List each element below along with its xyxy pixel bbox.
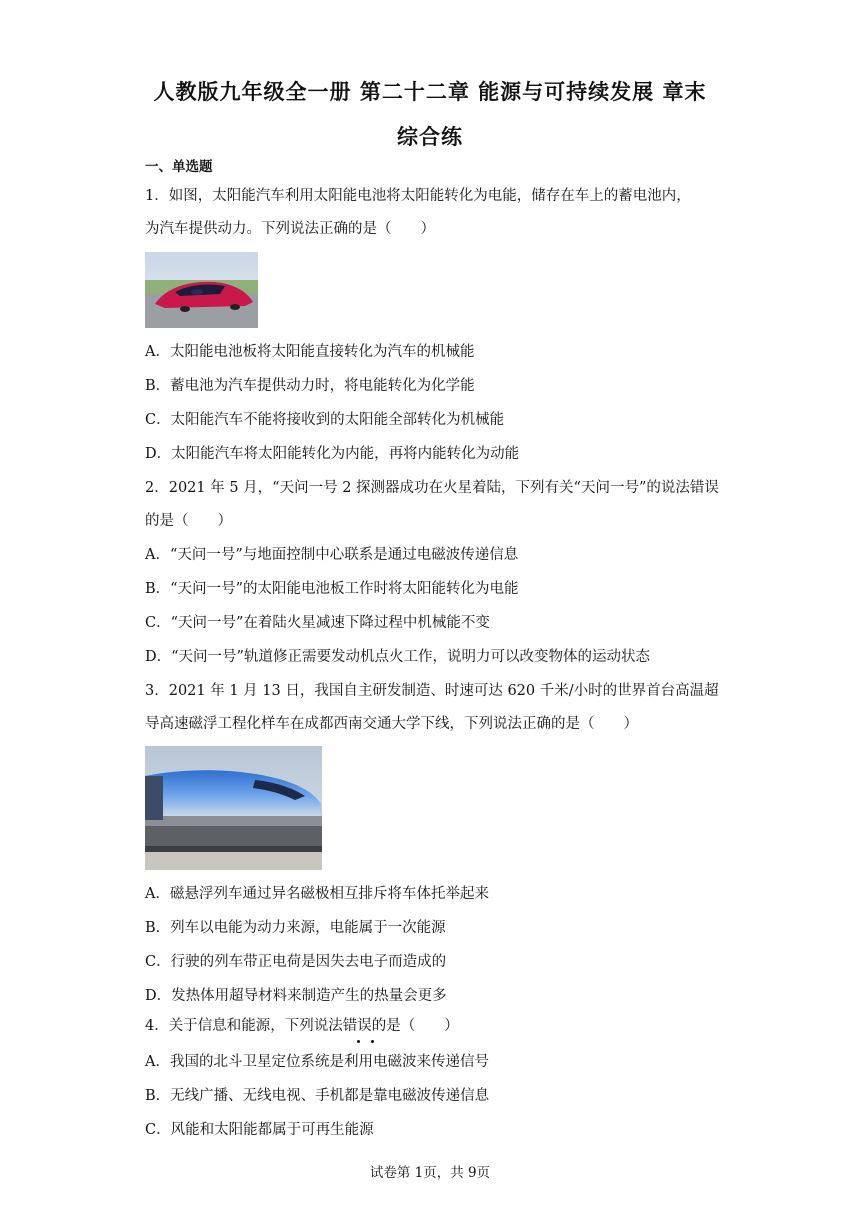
q1-option-c: C．太阳能汽车不能将接收到的太阳能全部转化为机械能 xyxy=(145,412,505,428)
solar-car-image xyxy=(145,252,258,328)
q2-option-d: D．“天问一号”轨道修正需要发动机点火工作，说明力可以改变物体的运动状态 xyxy=(145,649,650,665)
q3-option-b: B．列车以电能为动力来源，电能属于一次能源 xyxy=(145,920,446,936)
q3-stem-line1: 3．2021 年 1 月 13 日，我国自主研发制造、时速可达 620 千米/小时的世界首台高温超 xyxy=(145,683,719,699)
section-heading: 一、单选题 xyxy=(145,159,213,175)
page-footer: 试卷第 1页，共 9页 xyxy=(369,1165,491,1181)
q3-option-d: D．发热体用超导材料来制造产生的热量会更多 xyxy=(145,988,447,1004)
doc-title-line2: 综合练 xyxy=(397,125,463,149)
q2-stem-line2: 的是（ ） xyxy=(145,513,232,529)
q4-option-c: C．风能和太阳能都属于可再生能源 xyxy=(145,1122,374,1138)
q4-stem: 4．关于信息和能源，下列说法错误的是（ ） xyxy=(145,1018,459,1034)
q1-option-b: B．蓄电池为汽车提供动力时，将电能转化为化学能 xyxy=(145,378,475,394)
q4-option-b: B．无线广播、无线电视、手机都是靠电磁波传递信息 xyxy=(145,1088,490,1104)
q1-option-d: D．太阳能汽车将太阳能转化为内能，再将内能转化为动能 xyxy=(145,446,520,462)
q2-option-c: C．“天问一号”在着陆火星减速下降过程中机械能不变 xyxy=(145,615,490,631)
q1-stem-line2: 为汽车提供动力。下列说法正确的是（ ） xyxy=(145,221,435,237)
q1-option-a: A．太阳能电池板将太阳能直接转化为汽车的机械能 xyxy=(145,344,475,360)
maglev-train-image xyxy=(145,746,322,870)
q3-option-a: A．磁悬浮列车通过异名磁极相互排斥将车体托举起来 xyxy=(145,886,489,902)
q2-option-a: A．“天问一号”与地面控制中心联系是通过电磁波传递信息 xyxy=(145,547,519,563)
q1-stem-line1: 1．如图，太阳能汽车利用太阳能电池将太阳能转化为电能，储存在车上的蓄电池内， xyxy=(145,188,691,204)
emphasis-dot xyxy=(371,1040,374,1043)
q2-option-b: B．“天问一号”的太阳能电池板工作时将太阳能转化为电能 xyxy=(145,581,519,597)
q4-option-a: A．我国的北斗卫星定位系统是利用电磁波来传递信号 xyxy=(145,1054,489,1070)
q3-stem-line2: 导高速磁浮工程化样车在成都西南交通大学下线，下列说法正确的是（ ） xyxy=(145,716,638,732)
doc-title-line1: 人教版九年级全一册 第二十二章 能源与可持续发展 章末 xyxy=(153,80,707,104)
q3-option-c: C．行驶的列车带正电荷是因失去电子而造成的 xyxy=(145,954,447,970)
emphasis-dot xyxy=(357,1040,360,1043)
q2-stem-line1: 2．2021 年 5 月，“天问一号 2 探测器成功在火星着陆，下列有关“天问一号”的说法错误 xyxy=(145,480,719,496)
